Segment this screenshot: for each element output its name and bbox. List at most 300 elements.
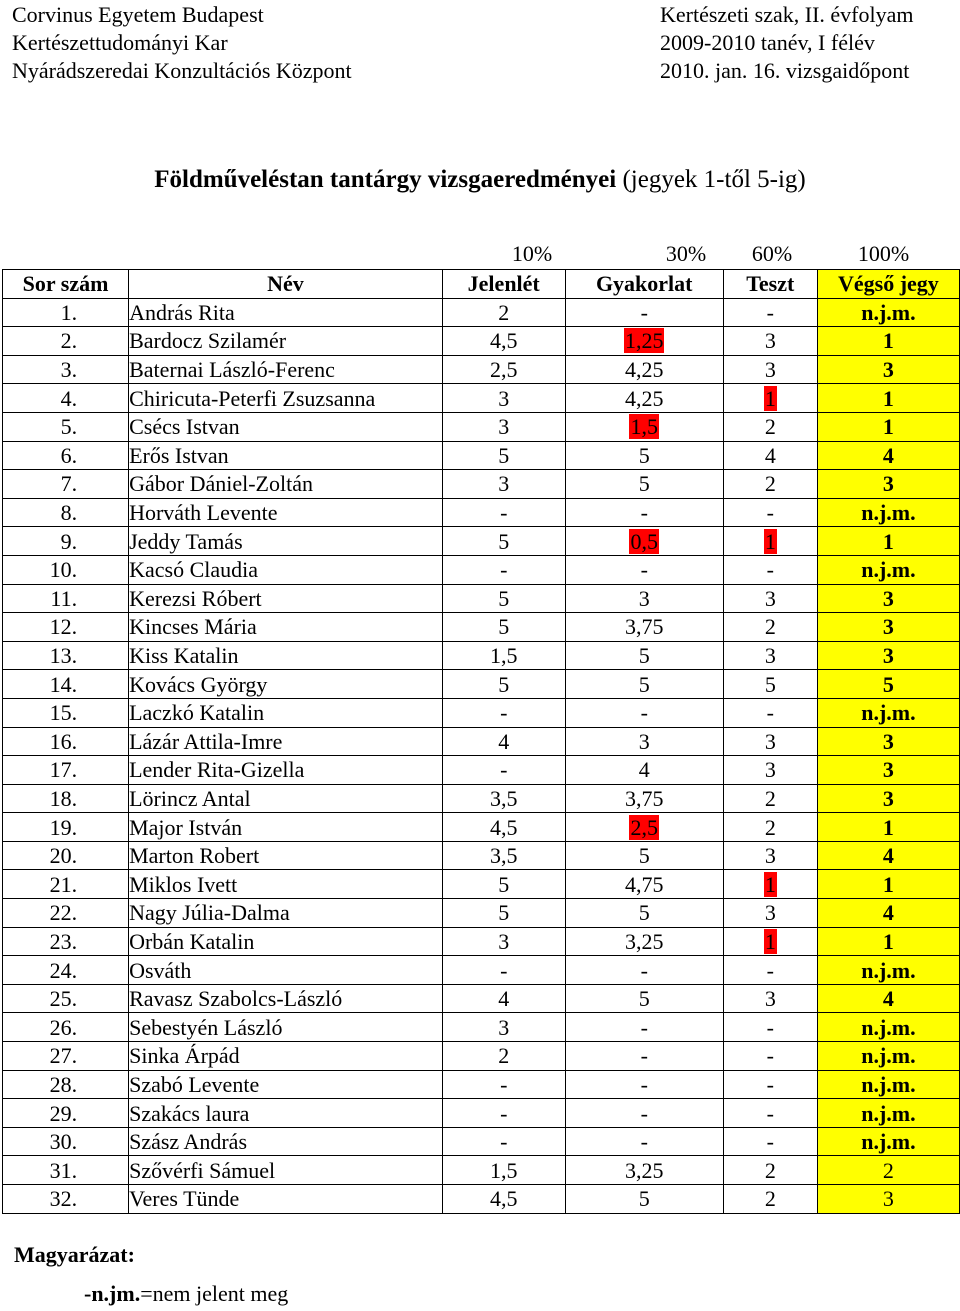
student-name-value: Gábor Dániel-Zoltán	[129, 471, 313, 497]
row-number-value: 30.	[49, 1129, 78, 1155]
attendance-score-value: 1,5	[489, 643, 518, 669]
practice-score	[565, 956, 723, 985]
final-grade-value: 1	[882, 414, 894, 440]
test-score-value: -	[766, 1129, 774, 1155]
final-grade	[817, 327, 959, 356]
col-header-name: Név	[129, 270, 443, 299]
student-name	[129, 698, 443, 727]
row-number	[3, 298, 129, 327]
student-name	[129, 355, 443, 384]
attendance-score-value: 5	[498, 528, 510, 554]
center-name: Nyárádszeredai Konzultációs Központ	[12, 58, 352, 83]
program-year: Kertészeti szak, II. évfolyam	[660, 2, 914, 27]
table-row	[3, 956, 960, 985]
student-name	[129, 841, 443, 870]
table-row	[3, 298, 960, 327]
attendance-score	[442, 984, 565, 1013]
attendance-score-value: 2	[498, 1043, 510, 1069]
table-row	[3, 384, 960, 413]
row-number-value: 16.	[49, 728, 78, 754]
practice-score	[565, 613, 723, 642]
attendance-score	[442, 956, 565, 985]
final-grade	[817, 813, 959, 842]
attendance-score-value: -	[500, 1129, 508, 1155]
row-number-value: 5.	[60, 414, 78, 440]
table-row	[3, 555, 960, 584]
attendance-score-value: -	[500, 757, 508, 783]
practice-score-value: -	[640, 1043, 648, 1069]
table-header-row	[3, 270, 960, 299]
student-name-value: Ravasz Szabolcs-László	[129, 986, 343, 1012]
practice-score	[565, 870, 723, 899]
attendance-score-value: 2,5	[489, 357, 518, 383]
final-grade-value: n.j.m.	[861, 700, 916, 726]
legend-abbr: -n.jm.	[84, 1281, 141, 1306]
row-number	[3, 498, 129, 527]
student-name-value: Szakács laura	[129, 1100, 250, 1126]
final-grade	[817, 784, 959, 813]
practice-score-value: -	[640, 500, 648, 526]
table-row	[3, 1156, 960, 1185]
final-grade	[817, 756, 959, 785]
practice-score	[565, 1099, 723, 1128]
row-number-value: 12.	[49, 614, 78, 640]
practice-score-value: 5	[638, 442, 650, 468]
student-name-value: Orbán Katalin	[129, 928, 255, 954]
final-grade-value: 3	[882, 614, 894, 640]
test-score	[723, 1156, 817, 1185]
attendance-score	[442, 613, 565, 642]
final-grade	[817, 498, 959, 527]
attendance-score-value: -	[500, 500, 508, 526]
attendance-score	[442, 670, 565, 699]
university-name: Corvinus Egyetem Budapest	[12, 2, 264, 27]
practice-score	[565, 927, 723, 956]
attendance-score	[442, 412, 565, 441]
final-grade	[817, 613, 959, 642]
final-grade-value: 4	[882, 843, 894, 869]
attendance-score-value: -	[500, 957, 508, 983]
test-score-value: 2	[764, 471, 776, 497]
final-grade-value: 1	[882, 928, 894, 954]
col-header-test: Teszt	[723, 270, 817, 299]
final-grade-value: n.j.m.	[861, 957, 916, 983]
student-name	[129, 641, 443, 670]
row-number	[3, 1156, 129, 1185]
attendance-score	[442, 841, 565, 870]
practice-score-value: -	[640, 957, 648, 983]
attendance-score-value: 5	[498, 900, 510, 926]
attendance-score	[442, 327, 565, 356]
row-number-value: 27.	[49, 1043, 78, 1069]
attendance-score	[442, 1156, 565, 1185]
test-score	[723, 870, 817, 899]
row-number	[3, 899, 129, 928]
practice-score	[565, 584, 723, 613]
student-name-value: Erős Istvan	[129, 442, 229, 468]
test-score-value: -	[766, 1014, 774, 1040]
weight-attendance: 10%	[511, 241, 553, 266]
test-score	[723, 412, 817, 441]
attendance-score	[442, 584, 565, 613]
student-name-value: Laczkó Katalin	[129, 700, 265, 726]
attendance-score-value: -	[500, 1100, 508, 1126]
row-number-value: 11.	[50, 585, 78, 611]
student-name	[129, 956, 443, 985]
semester: 2009-2010 tanév, I félév	[660, 30, 875, 55]
test-score	[723, 956, 817, 985]
attendance-score-value: 3	[498, 414, 510, 440]
col-header-practice: Gyakorlat	[565, 270, 723, 299]
final-grade	[817, 670, 959, 699]
legend-title: Magyarázat:	[14, 1242, 135, 1267]
row-number-value: 21.	[49, 871, 78, 897]
student-name	[129, 470, 443, 499]
practice-score	[565, 727, 723, 756]
student-name-value: Chiricuta-Peterfi Zsuzsanna	[129, 385, 376, 411]
row-number	[3, 412, 129, 441]
practice-score-value: 4	[638, 757, 650, 783]
final-grade-value: 4	[882, 442, 894, 468]
final-grade-value: n.j.m.	[861, 299, 916, 325]
practice-score	[565, 1156, 723, 1185]
test-score-value: 2	[764, 1186, 776, 1212]
attendance-score-value: 5	[498, 585, 510, 611]
row-number-value: 7.	[60, 471, 78, 497]
test-score-value: 2	[764, 1157, 776, 1183]
row-number-value: 28.	[49, 1071, 78, 1097]
final-grade	[817, 698, 959, 727]
final-grade-value: 3	[882, 785, 894, 811]
attendance-score	[442, 1127, 565, 1156]
practice-score-value: 5	[638, 471, 650, 497]
student-name-value: Bardocz Szilamér	[129, 328, 287, 354]
student-name	[129, 784, 443, 813]
practice-score-value: 3	[638, 585, 650, 611]
attendance-score-value: 3,5	[489, 785, 518, 811]
table-row	[3, 1013, 960, 1042]
test-score-value: 3	[764, 843, 776, 869]
attendance-score	[442, 298, 565, 327]
row-number	[3, 1127, 129, 1156]
final-grade	[817, 1042, 959, 1071]
final-grade	[817, 355, 959, 384]
student-name-value: Sebestyén László	[129, 1014, 283, 1040]
student-name-value: Szász András	[129, 1129, 248, 1155]
legend-entry	[84, 1281, 288, 1307]
row-number-value: 26.	[49, 1014, 78, 1040]
attendance-score-value: 3	[498, 1014, 510, 1040]
row-number	[3, 384, 129, 413]
title-main: Földműveléstan tantárgy vizsgaeredményei	[154, 166, 617, 193]
row-number	[3, 841, 129, 870]
student-name-value: Veres Tünde	[129, 1186, 240, 1212]
final-grade	[817, 384, 959, 413]
table-row	[3, 641, 960, 670]
weights-row	[0, 241, 960, 269]
table-row	[3, 327, 960, 356]
attendance-score-value: 5	[498, 671, 510, 697]
test-score	[723, 727, 817, 756]
final-grade	[817, 956, 959, 985]
table-row	[3, 698, 960, 727]
final-grade	[817, 899, 959, 928]
practice-score	[565, 899, 723, 928]
final-grade-value: 2	[882, 1157, 894, 1183]
test-score	[723, 1013, 817, 1042]
final-grade-value: n.j.m.	[861, 1071, 916, 1097]
table-row	[3, 899, 960, 928]
practice-score-value: 4,75	[624, 871, 664, 897]
table-row	[3, 813, 960, 842]
table-row	[3, 441, 960, 470]
table-row	[3, 1185, 960, 1214]
practice-score	[565, 756, 723, 785]
final-grade	[817, 470, 959, 499]
student-name	[129, 870, 443, 899]
test-score	[723, 1042, 817, 1071]
table-row	[3, 1127, 960, 1156]
row-number	[3, 441, 129, 470]
student-name	[129, 756, 443, 785]
attendance-score-value: -	[500, 557, 508, 583]
student-name	[129, 813, 443, 842]
practice-score-value: 3,25	[624, 1157, 664, 1183]
row-number	[3, 756, 129, 785]
final-grade-value: 1	[882, 385, 894, 411]
row-number	[3, 727, 129, 756]
final-grade	[817, 298, 959, 327]
practice-score	[565, 984, 723, 1013]
final-grade	[817, 841, 959, 870]
row-number	[3, 555, 129, 584]
practice-score-value: 1,25	[624, 328, 664, 354]
attendance-score-value: 3	[498, 928, 510, 954]
final-grade	[817, 555, 959, 584]
student-name-value: Osváth	[129, 957, 192, 983]
attendance-score	[442, 784, 565, 813]
practice-score	[565, 555, 723, 584]
row-number	[3, 1042, 129, 1071]
test-score-value: 2	[764, 614, 776, 640]
row-number	[3, 613, 129, 642]
student-name	[129, 927, 443, 956]
table-row	[3, 527, 960, 556]
row-number-value: 29.	[49, 1100, 78, 1126]
row-number	[3, 1185, 129, 1214]
test-score	[723, 1070, 817, 1099]
row-number-value: 25.	[49, 986, 78, 1012]
attendance-score	[442, 727, 565, 756]
practice-score-value: 3,75	[624, 785, 664, 811]
grades-table-body	[3, 270, 960, 1214]
final-grade	[817, 412, 959, 441]
table-row	[3, 613, 960, 642]
student-name	[129, 498, 443, 527]
attendance-score-value: 4,5	[489, 1186, 518, 1212]
row-number-value: 17.	[49, 757, 78, 783]
student-name-value: Kiss Katalin	[129, 643, 239, 669]
row-number	[3, 927, 129, 956]
final-grade	[817, 727, 959, 756]
student-name	[129, 670, 443, 699]
final-grade	[817, 1185, 959, 1214]
final-grade-value: 4	[882, 986, 894, 1012]
student-name	[129, 1042, 443, 1071]
test-score	[723, 384, 817, 413]
test-score-value: 1	[764, 528, 776, 554]
student-name	[129, 298, 443, 327]
test-score-value: 2	[764, 814, 776, 840]
test-score	[723, 498, 817, 527]
row-number-value: 10.	[49, 557, 78, 583]
table-row	[3, 927, 960, 956]
practice-score-value: -	[640, 1100, 648, 1126]
practice-score-value: -	[640, 1129, 648, 1155]
test-score	[723, 555, 817, 584]
student-name-value: Lender Rita-Gizella	[129, 757, 305, 783]
row-number-value: 8.	[60, 500, 78, 526]
practice-score-value: 0,5	[630, 528, 658, 554]
final-grade-value: n.j.m.	[861, 500, 916, 526]
student-name	[129, 1099, 443, 1128]
col-header-attendance: Jelenlét	[442, 270, 565, 299]
row-number-value: 23.	[49, 928, 78, 954]
attendance-score	[442, 641, 565, 670]
practice-score	[565, 470, 723, 499]
exam-date: 2010. jan. 16. vizsgaidőpont	[660, 58, 910, 83]
practice-score	[565, 527, 723, 556]
course-info-block	[660, 1, 914, 85]
student-name-value: Nagy Júlia-Dalma	[129, 900, 290, 926]
test-score	[723, 355, 817, 384]
final-grade-value: n.j.m.	[861, 1100, 916, 1126]
test-score-value: 3	[764, 643, 776, 669]
table-row	[3, 1099, 960, 1128]
attendance-score-value: 5	[498, 871, 510, 897]
test-score	[723, 298, 817, 327]
table-row	[3, 412, 960, 441]
col-header-num: Sor szám	[3, 270, 129, 299]
practice-score-value: 3	[638, 728, 650, 754]
row-number	[3, 470, 129, 499]
row-number-value: 18.	[49, 785, 78, 811]
row-number	[3, 1070, 129, 1099]
row-number	[3, 984, 129, 1013]
practice-score-value: 5	[638, 900, 650, 926]
student-name	[129, 1013, 443, 1042]
test-score	[723, 527, 817, 556]
row-number-value: 31.	[49, 1157, 78, 1183]
practice-score	[565, 813, 723, 842]
test-score-value: 3	[764, 757, 776, 783]
attendance-score	[442, 441, 565, 470]
row-number-value: 4.	[60, 385, 78, 411]
student-name-value: Kerezsi Róbert	[129, 585, 262, 611]
attendance-score-value: 4	[498, 986, 510, 1012]
final-grade-value: 5	[882, 671, 894, 697]
row-number-value: 6.	[60, 442, 78, 468]
practice-score-value: 5	[638, 1186, 650, 1212]
test-score-value: 3	[764, 357, 776, 383]
practice-score	[565, 1185, 723, 1214]
practice-score	[565, 641, 723, 670]
attendance-score-value: 4	[498, 728, 510, 754]
practice-score-value: 4,25	[624, 357, 664, 383]
table-row	[3, 841, 960, 870]
test-score-value: -	[766, 1071, 774, 1097]
attendance-score-value: -	[500, 700, 508, 726]
student-name	[129, 1185, 443, 1214]
student-name	[129, 1127, 443, 1156]
practice-score-value: -	[640, 1014, 648, 1040]
table-row	[3, 470, 960, 499]
table-row	[3, 727, 960, 756]
test-score	[723, 1185, 817, 1214]
student-name-value: Csécs Istvan	[129, 414, 240, 440]
practice-score	[565, 698, 723, 727]
final-grade-value: n.j.m.	[861, 1014, 916, 1040]
test-score-value: 1	[764, 928, 776, 954]
student-name-value: Marton Robert	[129, 843, 260, 869]
practice-score-value: 1,5	[630, 414, 658, 440]
test-score-value: -	[766, 500, 774, 526]
student-name-value: Major István	[129, 814, 243, 840]
attendance-score	[442, 555, 565, 584]
attendance-score	[442, 498, 565, 527]
attendance-score	[442, 355, 565, 384]
row-number-value: 19.	[49, 814, 78, 840]
test-score-value: 3	[764, 986, 776, 1012]
test-score	[723, 899, 817, 928]
attendance-score	[442, 1042, 565, 1071]
row-number	[3, 641, 129, 670]
test-score-value: 3	[764, 900, 776, 926]
attendance-score	[442, 870, 565, 899]
practice-score-value: 3,25	[624, 928, 664, 954]
final-grade	[817, 1013, 959, 1042]
student-name	[129, 727, 443, 756]
final-grade-value: 3	[882, 1186, 894, 1212]
test-score-value: 1	[764, 385, 776, 411]
practice-score-value: 5	[638, 671, 650, 697]
test-score	[723, 670, 817, 699]
student-name-value: Kovács György	[129, 671, 268, 697]
final-grade-value: 3	[882, 643, 894, 669]
row-number	[3, 698, 129, 727]
final-grade	[817, 870, 959, 899]
student-name-value: Kincses Mária	[129, 614, 257, 640]
test-score	[723, 613, 817, 642]
student-name	[129, 584, 443, 613]
student-name	[129, 1070, 443, 1099]
test-score	[723, 984, 817, 1013]
table-row	[3, 1070, 960, 1099]
table-row	[3, 756, 960, 785]
weight-test: 60%	[751, 241, 793, 266]
attendance-score-value: 5	[498, 442, 510, 468]
practice-score	[565, 841, 723, 870]
attendance-score	[442, 1185, 565, 1214]
test-score	[723, 584, 817, 613]
final-grade-value: 3	[882, 357, 894, 383]
row-number	[3, 813, 129, 842]
student-name	[129, 899, 443, 928]
table-row	[3, 870, 960, 899]
attendance-score-value: 4,5	[489, 814, 518, 840]
practice-score	[565, 298, 723, 327]
practice-score	[565, 1070, 723, 1099]
